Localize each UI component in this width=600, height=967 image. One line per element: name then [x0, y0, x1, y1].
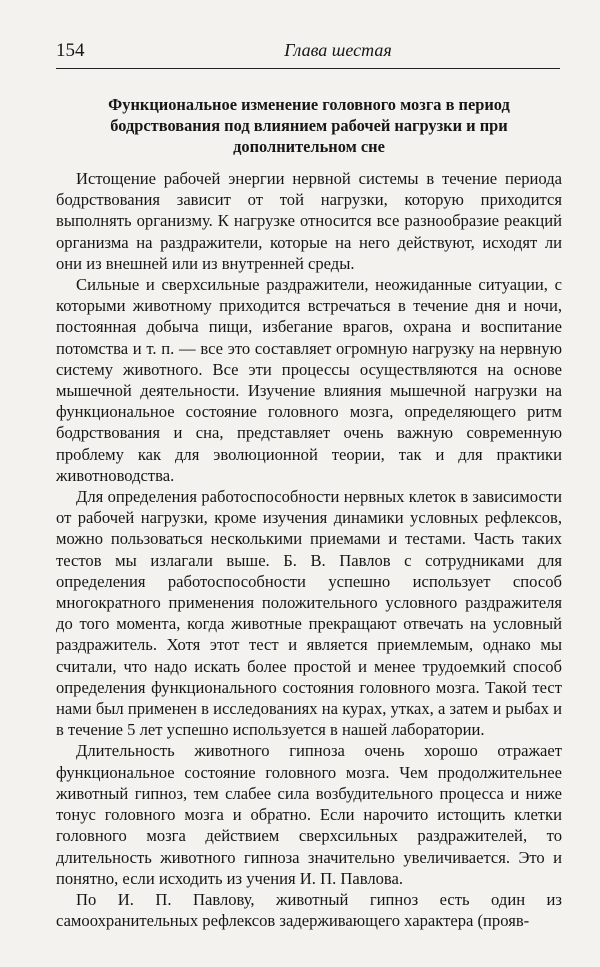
paragraph-4: Длительность животного гипноза очень хорошо отражает функциональное состояние головного мозга. Чем продолжительнее животный гипноз, тем слабее сила возбудительного процесса и ниже тонус головного мозга и обратно. Если нарочито истощить клетки головного мозга действием сверхсильных раздражителей, то длительность животного гипноза значительно увеличивается. Это и понятно, если исходить из учения И. П. Павлова. [56, 741, 562, 888]
section-title: Функциональное изменение головного мозга в период бодрствования под влиянием рабочей нагрузки и при дополнительном сне [108, 95, 510, 156]
page-header [56, 40, 560, 66]
running-head: Глава шестая [284, 40, 392, 60]
page-number: 154 [56, 40, 85, 61]
paragraph-1: Истощение рабочей энергии нервной системы в течение периода бодрствования зависит от той нагрузки, которую приходится выполнять организму. К нагрузке относится все разнообразие реакций организма на раздражители, которые на него действуют, исходят ли они из внешней или из внутренней среды. [56, 169, 562, 273]
paragraph-3: Для определения работоспособности нервных клеток в зависимости от рабочей нагрузки, кроме изучения динамики условных рефлексов, можно пользоваться несколькими приемами и тестами. Часть таких тестов мы излагали выше. Б. В. Павлов с сотрудниками для определения работоспособности успешно использует способ многократного применения положительного условного раздражителя до того момента, когда животные прекращают отвечать на условный раздражитель. Хотя этот тест и является приемлемым, однако мы считали, что надо искать более простой и менее трудоемкий способ определения функционального состояния головного мозга. Такой тест нами был применен в исследованиях на курах, утках, а затем и рыбах и в течение 5 лет успешно используется в нашей лаборатории. [56, 487, 562, 740]
body-text [56, 168, 562, 931]
header-rule [56, 68, 560, 69]
paragraph-2: Сильные и сверхсильные раздражители, неожиданные ситуации, с которыми животному приходится встречаться в течение дня и ночи, постоянная добыча пищи, избегание врагов, охрана и воспитание потомства и т. п. — все это составляет огромную нагрузку на нервную систему животного. Все эти процессы осуществляются на основе мышечной деятельности. Изучение влияния мышечной нагрузки на функциональное состояние головного мозга, определяющего ритм бодрствования и сна, представляет очень важную современную проблему как для эволюционной теории, так и для практики животноводства. [56, 275, 562, 485]
paragraph-5: По И. П. Павлову, животный гипноз есть один из самоохранительных рефлексов задерживающего характера (прояв- [56, 889, 562, 931]
